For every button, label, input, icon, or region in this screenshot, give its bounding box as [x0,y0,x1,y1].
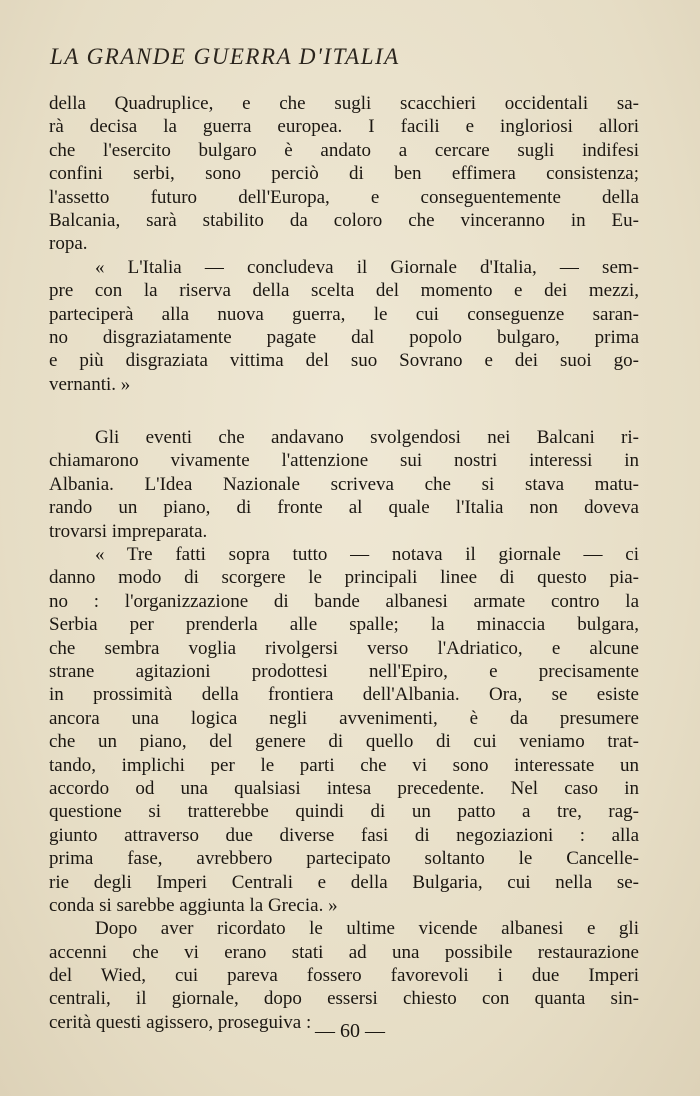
text-line: questione si tratterebbe quindi di un patto a tre, rag- [49,801,639,823]
text-line: rà decisa la guerra europea. I facili e ingloriosi allori [49,116,639,138]
text-line: trovarsi impreparata. [49,520,208,542]
text-line: pre con la riserva della scelta del momento e dei mezzi, [49,280,639,302]
text-line: centrali, il giornale, dopo essersi chiesto con quanta sin- [49,988,639,1010]
text-line: della Quadruplice, e che sugli scacchieri occidentali sa- [49,93,639,114]
running-header: LA GRANDE GUERRA D'ITALIA [50,44,400,69]
text-line: ancora una logica negli avvenimenti, è da presumere [49,707,639,729]
text-line: no disgraziatamente pagate dal popolo bulgaro, prima [49,326,639,348]
text-line: prima fase, avrebbero partecipato soltanto le Cancelle- [49,848,639,870]
text-line: che un piano, del genere di quello di cui veniamo trat- [49,731,639,753]
text-line: del Wied, cui pareva fossero favorevoli i due Imperi [49,965,639,987]
text-line: « L'Italia — concludeva il Giornale d'Italia, — sem- [95,256,639,278]
text-line: confini serbi, sono perciò di ben effimera consistenza; [49,163,639,185]
text-line: Gli eventi che andavano svolgendosi nei Balcani ri- [95,427,639,449]
text-line: che l'esercito bulgaro è andato a cercare sugli indifesi [49,139,639,161]
text-line: accordo od una qualsiasi intesa precedente. Nel caso in [49,777,639,799]
text-line: « Tre fatti sopra tutto — notava il giornale — ci [95,544,639,566]
text-line: Balcania, sarà stabilito da coloro che vinceranno in Eu- [49,209,639,231]
text-line: Albania. L'Idea Nazionale scriveva che si stava matu- [49,473,639,495]
text-line: parteciperà alla nuova guerra, le cui conseguenze saran- [49,303,639,325]
text-line: Dopo aver ricordato le ultime vicende albanesi e gli [95,918,639,940]
text-line: che sembra voglia rivolgersi verso l'Adriatico, e alcune [49,637,639,659]
text-line: danno modo di scorgere le principali linee di questo pia- [49,567,639,589]
text-line: cerità questi agissero, proseguiva : [49,1011,312,1033]
text-line: conda si sarebbe aggiunta la Grecia. » [49,894,338,916]
text-line: strane agitazioni prodottesi nell'Epiro, e precisamente [49,660,639,682]
page-number: — 60 — [315,1020,385,1042]
text-line: tando, implichi per le parti che vi sono interessate un [49,754,639,776]
text-line: Serbia per prenderla alle spalle; la minaccia bulgara, [49,614,639,636]
paragraph-gap [49,396,639,426]
text-line: rando un piano, di fronte al quale l'Italia non doveva [49,497,639,519]
text-line: giunto attraverso due diverse fasi di negoziazioni : alla [49,824,639,846]
text-line: ropa. [49,233,88,255]
text-line: accenni che vi erano stati ad una possibile restaurazione [49,941,639,963]
text-line: in prossimità della frontiera dell'Albania. Ora, se esiste [49,684,639,706]
text-line: l'assetto futuro dell'Europa, e conseguentemente della [49,186,639,208]
text-line: vernanti. » [49,373,131,395]
text-line: e più disgraziata vittima del suo Sovrano e dei suoi go- [49,350,639,372]
text-line: rie degli Imperi Centrali e della Bulgaria, cui nella se- [49,871,639,893]
text-line: no : l'organizzazione di bande albanesi armate contro la [49,590,639,612]
body-text [49,92,639,1034]
text-line: chiamarono vivamente l'attenzione sui nostri interessi in [49,450,639,472]
